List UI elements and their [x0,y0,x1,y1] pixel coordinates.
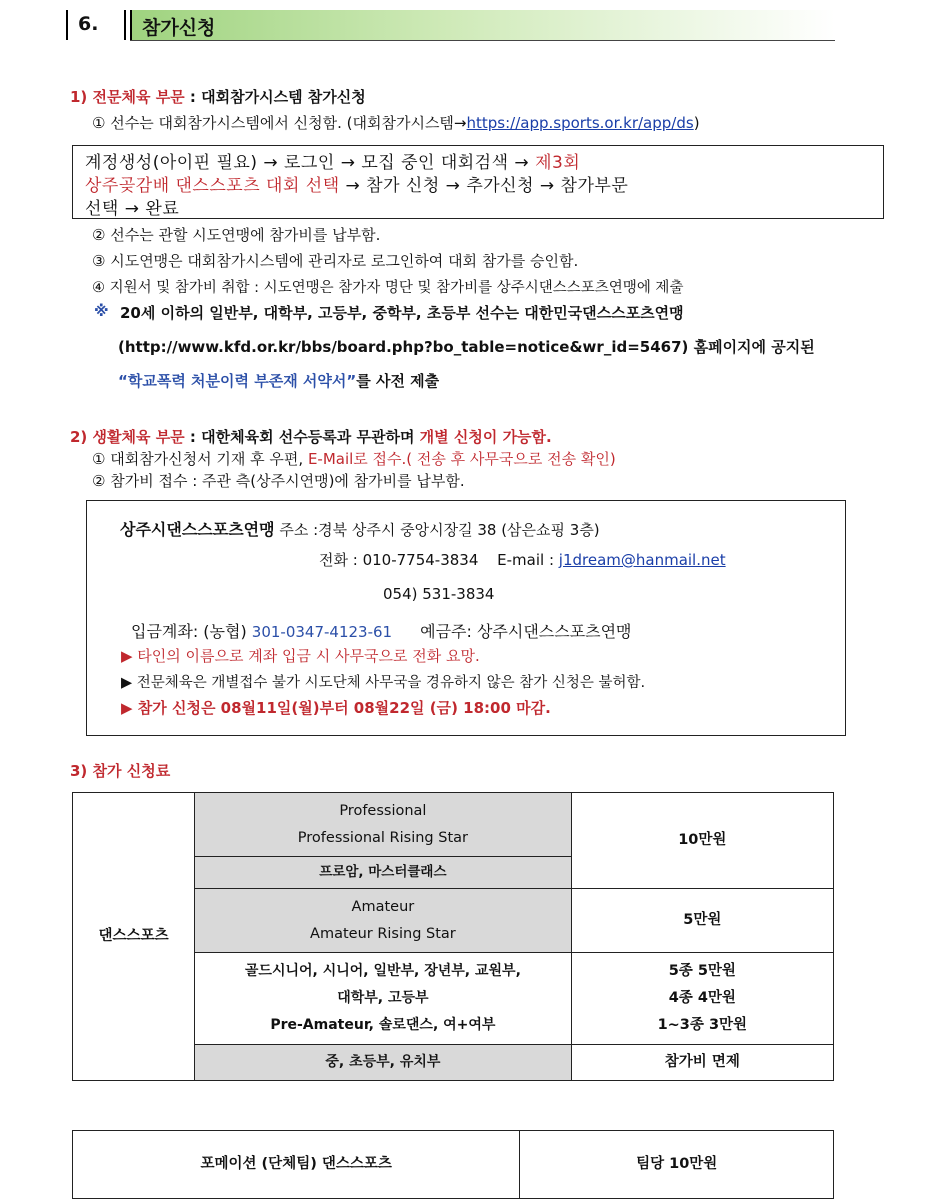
category-cell: 댄스스포츠 [73,793,195,1081]
pro-rising-label: Professional Rising Star [297,829,468,846]
proam-cell: 프로암, 마스터클래스 [195,857,571,889]
s2-line2: ② 참가비 접수 : 주관 측(상주시연맹)에 참가비를 납부함. [92,472,465,490]
contact-address: 주소 :경북 상주시 중앙시장길 38 (삼은쇼핑 3층) [274,521,600,539]
formation-fee: 팀당 10만원 [520,1131,834,1199]
account-line [131,619,632,642]
contact-phone: 전화 : 010-7754-3834 [319,551,479,569]
s1-heading-label: 1) 전문체육 부문 [70,88,185,106]
section-underline [130,40,835,41]
s1-line2: ② 선수는 관할 시도연맹에 참가비를 납부함. [92,226,381,244]
amateur-rising-label: Amateur Rising Star [310,925,456,942]
general-line-3: Pre-Amateur, 솔로댄스, 여+여부 [270,1017,496,1033]
warning-2: ▶ 전문체육은 개별접수 불가 시도단체 사무국을 경유하지 않은 참가 신청은 불허함. [121,675,646,691]
contact-phone2: 054) 531-3834 [383,585,495,603]
general-fee-3: 1~3종 3만원 [657,1017,748,1033]
s2-heading-highlight: 개별 신청이 가능함. [419,428,552,446]
system-link[interactable]: https://app.sports.or.kr/app/ds [466,114,694,132]
account-number: 301-0347-4123-61 [251,623,393,641]
contact-address-line [120,517,600,540]
account-holder: 예금주: 상주시댄스스포츠연맹 [420,622,632,641]
section-title: 참가신청 [130,10,835,40]
general-line-2: 대학부, 고등부 [337,990,429,1006]
contact-org: 상주시댄스스포츠연맹 [120,520,275,539]
note-line-3 [118,370,439,391]
s2-line1-highlight: E-Mail로 접수.( 전송 후 사무국으로 전송 확인) [307,450,616,468]
s1-line1-text: ① 선수는 대회참가시스템에서 신청함. (대회참가시스템→ [92,114,467,132]
contact-email-link[interactable]: j1dream@hanmail.net [558,551,726,569]
amateur-label: Amateur [351,898,415,915]
s2-line1-text: ① 대회참가신청서 기재 후 우편, [92,450,308,468]
s1-line3: ③ 시도연맹은 대회참가시스템에 관리자로 로그인하여 대회 참가를 승인함. [92,252,579,270]
account-label: 입금계좌: (농협) [131,622,252,641]
youth-cell: 중, 초등부, 유치부 [195,1045,571,1081]
pro-fee: 10만원 [571,793,833,889]
note-line-1: 20세 이하의 일반부, 대학부, 고등부, 중학부, 초등부 선수는 대한민국댄스스포츠연맹 [120,304,684,322]
pro-label: Professional [339,802,427,819]
procedure-highlight-1: 제3회 [535,153,581,173]
note-line-2: (http://www.kfd.or.kr/bbs/board.php?bo_table=notice&wr_id=5467) 홈페이지에 공지된 [118,338,815,356]
formation-cell: 포메이션 (단체팀) 댄스스포츠 [73,1131,520,1199]
s1-line4: ④ 지원서 및 참가비 취합 : 시도연맹은 참가자 명단 및 참가비를 상주시댄스스포츠연맹에 제출 [92,280,684,296]
s2-heading-desc: : 대한체육회 선수등록과 무관하며 [184,428,420,446]
s1-line1-end: ) [693,114,700,132]
warning-deadline: ▶ 참가 신청은 08월11일(월)부터 08월22일 (금) 18:00 마감. [121,699,551,717]
pledge-title: “학교폭력 처분이력 부존재 서약서” [118,372,357,390]
formation-table [72,1130,834,1199]
general-fee-1: 5종 5만원 [668,963,736,979]
contact-email-label: E-mail : [497,551,559,569]
table-row [73,793,834,857]
fee-table [72,792,834,1081]
amateur-fee: 5만원 [571,889,833,953]
general-fee-cell [571,953,833,1045]
procedure-line-1 [85,148,580,173]
general-line-1: 골드시니어, 시니어, 일반부, 장년부, 교원부, [244,963,521,979]
amateur-cell [195,889,571,953]
s1-heading [70,86,366,107]
note-line-3-rest: 를 사전 제출 [356,372,440,390]
s1-line1 [92,112,700,133]
contact-box [86,500,846,736]
procedure-step-1: 계정생성(아이핀 필요) → 로그인 → 모집 중인 대회검색 → [85,153,536,173]
note-mark: ※ [94,302,109,320]
general-cell [195,953,571,1045]
procedure-step-2: → 참가 신청 → 추가신청 → 참가부문 [339,176,629,196]
s3-heading: 3) 참가 신청료 [70,762,171,780]
general-fee-2: 4종 4만원 [668,990,736,1006]
s2-line1 [92,448,616,469]
s2-heading-label: 2) 생활체육 부문 [70,428,185,446]
section-number: 6. [66,10,126,40]
procedure-highlight-2: 상주곶감배 댄스스포츠 대회 선택 [85,176,340,196]
pro-cell [195,793,571,857]
s2-heading [70,426,552,447]
procedure-line-2 [85,171,628,196]
procedure-line-3: 선택 → 완료 [85,199,180,219]
procedure-box [72,145,884,219]
contact-phone-line [319,549,726,570]
s1-heading-desc: : 대회참가시스템 참가신청 [184,88,366,106]
table-row [73,1131,834,1199]
youth-fee: 참가비 면제 [571,1045,833,1081]
warning-1: ▶ 타인의 이름으로 계좌 입금 시 사무국으로 전화 요망. [121,647,480,665]
